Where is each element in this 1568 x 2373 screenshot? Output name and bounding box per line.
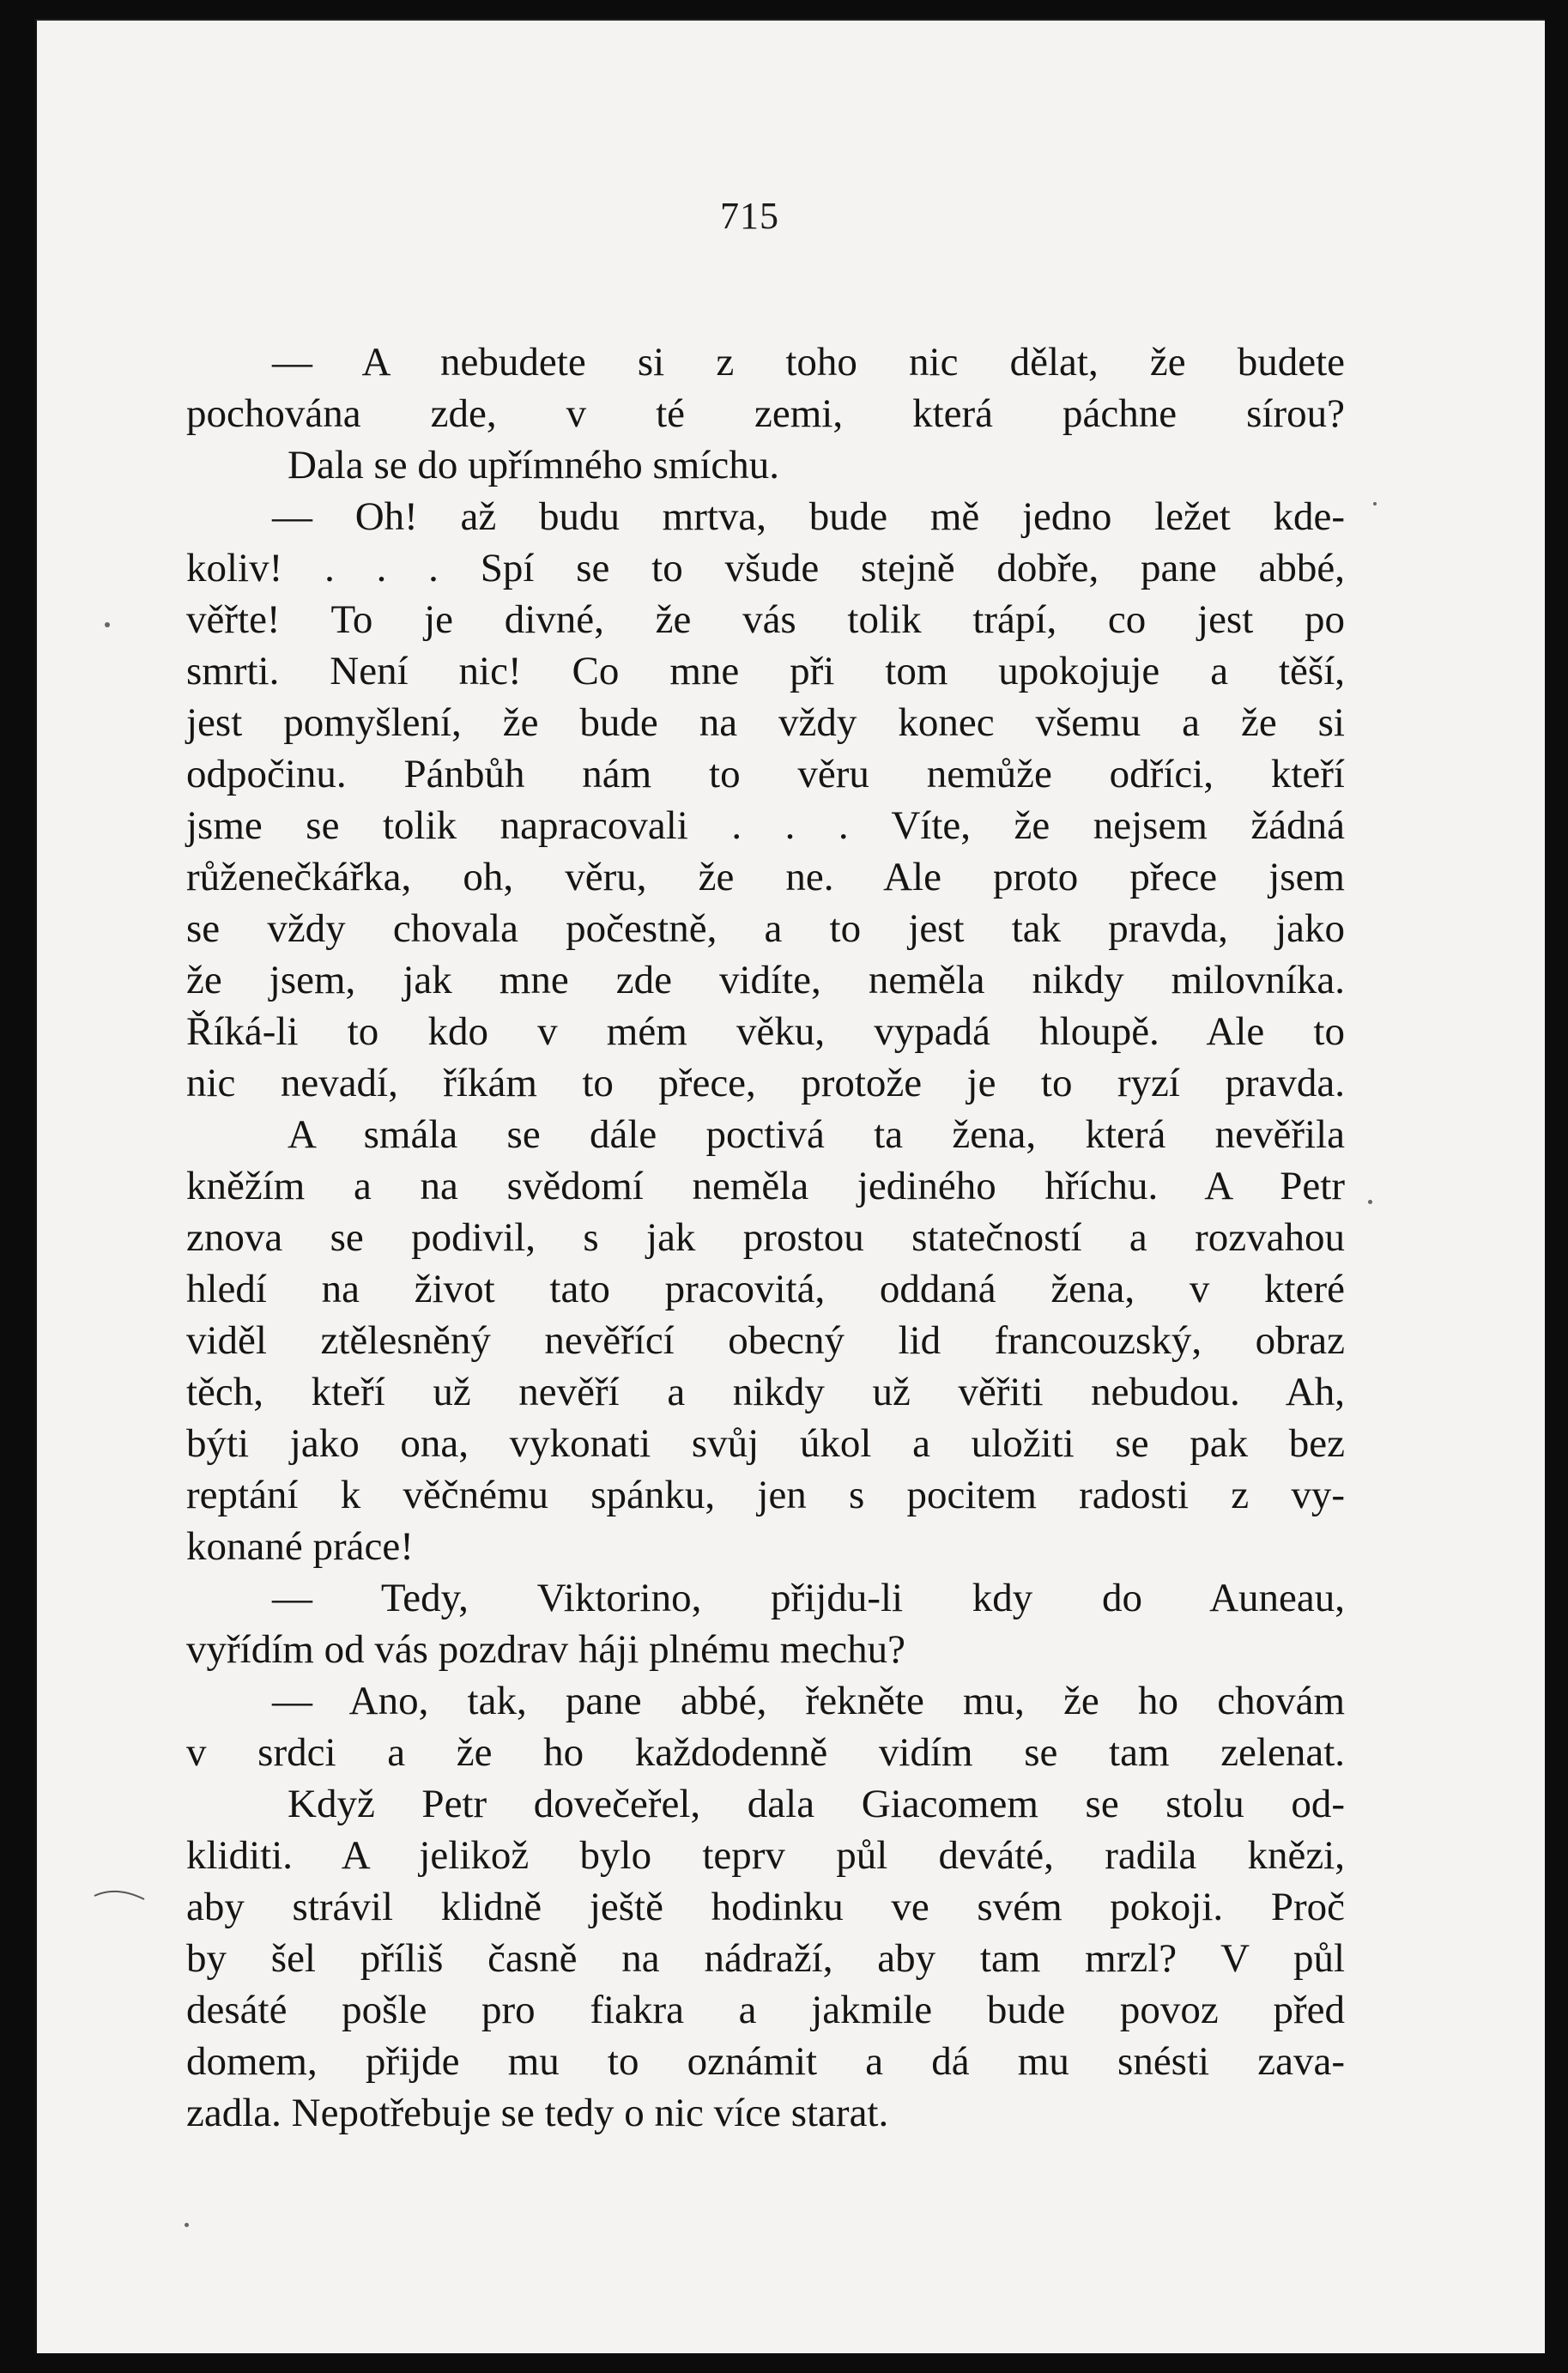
text-line: Když Petr dovečeřel, dala Giacomem se stolu od- [288,1782,1345,1826]
scan-speck [105,622,110,627]
text-line: věřte! To je divné, že vás tolik trápí, co jest po [186,597,1345,642]
text-line: že jsem, jak mne zde vidíte, neměla nikdy milovníka. [186,958,1345,1002]
text-line: jest pomyšlení, že bude na vždy konec všemu a že si [186,700,1345,745]
text-line: kliditi. A jelikož bylo teprv půl deváté, radila knězi, [186,1833,1345,1878]
text-line: těch, kteří už nevěří a nikdy už věřiti nebudou. Ah, [186,1370,1345,1414]
text-line: býti jako ona, vykonati svůj úkol a uložiti se pak bez [186,1421,1345,1466]
text-line: odpočinu. Pánbůh nám to věru nemůže odříci, kteří [186,752,1345,796]
text-line: se vždy chovala počestně, a to jest tak pravda, jako [186,906,1345,951]
text-line: vyřídím od vás pozdrav háji plnému mechu? [186,1627,905,1672]
text-line: reptání k věčnému spánku, jen s pocitem radosti z vy- [186,1473,1345,1517]
text-line: — Oh! až budu mrtva, bude mě jedno ležet kde- [272,494,1345,539]
text-line: domem, přijde mu to oznámit a dá mu snésti zava- [186,2039,1345,2084]
text-line: Říká-li to kdo v mém věku, vypadá hloupě. Ale to [186,1009,1345,1054]
text-line: desáté pošle pro fiakra a jakmile bude povoz před [186,1988,1345,2032]
text-line: růženečkářka, oh, věru, že ne. Ale proto přece jsem [186,855,1345,899]
text-line: kněžím a na svědomí neměla jediného hříchu. A Petr [186,1164,1345,1208]
body-text [186,336,1345,2139]
scan-speck [185,2223,189,2227]
text-line: viděl ztělesněný nevěřící obecný lid francouzský, obraz [186,1318,1345,1363]
text-line: aby strávil klidně ještě hodinku ve svém pokoji. Proč [186,1885,1345,1929]
scan-mark [91,1884,151,1910]
text-line: nic nevadí, říkám to přece, protože je to ryzí pravda. [186,1061,1345,1105]
text-line: A smála se dále poctivá ta žena, která nevěřila [288,1112,1345,1157]
text-line: hledí na život tato pracovitá, oddaná žena, v které [186,1267,1345,1311]
scan-speck [1373,502,1377,505]
text-line: — Tedy, Viktorino, přijdu-li kdy do Auneau, [272,1576,1345,1620]
text-line: by šel příliš časně na nádraží, aby tam mrzl? V půl [186,1936,1345,1981]
text-line: pochována zde, v té zemi, která páchne sírou? [186,391,1345,436]
scan-speck [1368,1200,1372,1204]
text-line: Dala se do upřímného smíchu. [288,443,780,487]
text-line: v srdci a že ho každodenně vidím se tam zelenat. [186,1730,1345,1775]
text-line: smrti. Není nic! Co mne při tom upokojuje a těší, [186,649,1345,693]
text-line: zadla. Nepotřebuje se tedy o nic více starat. [186,2091,889,2135]
text-line: jsme se tolik napracovali . . . Víte, že nejsem žádná [186,803,1345,848]
text-line: konané práce! [186,1524,414,1569]
text-line: znova se podivil, s jak prostou statečností a rozvahou [186,1215,1345,1260]
text-line: — A nebudete si z toho nic dělat, že budete [272,340,1345,384]
page-number: 715 [720,195,779,237]
text-line: — Ano, tak, pane abbé, řekněte mu, že ho chovám [272,1679,1345,1723]
text-line: koliv! . . . Spí se to všude stejně dobře, pane abbé, [186,546,1345,590]
